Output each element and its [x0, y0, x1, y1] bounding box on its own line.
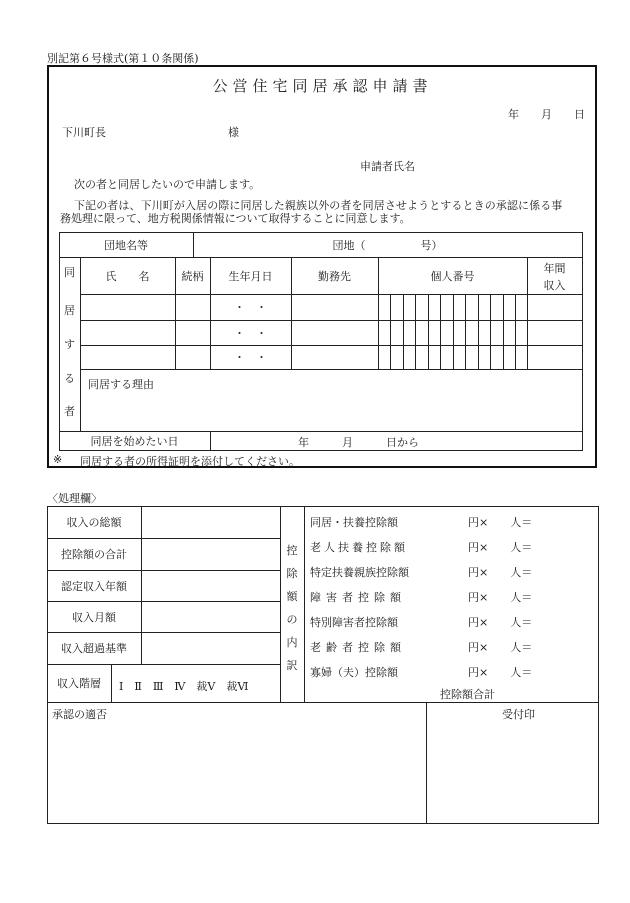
col-relation-header: 続柄: [181, 269, 204, 283]
deduction-label: 寡婦（夫）控除額: [310, 666, 398, 679]
consent-text-line1: 下記の者は、下川町が入居の際に同居した親族以外の者を同居させようとするときの承認に係る事: [74, 199, 563, 212]
deduction-calc: 円× 人＝: [468, 616, 533, 629]
total-income-label: 収入の総額: [66, 516, 122, 529]
dob-placeholder: ・ ・: [234, 326, 267, 340]
approval-label: 承認の適否: [52, 708, 107, 721]
form-reference: 別記第６号様式(第１０条関係): [47, 52, 199, 65]
deduction-total-label: 控除額の合計: [61, 548, 127, 561]
deduction-calc: 円× 人＝: [468, 541, 533, 554]
income-class-label: 収入階層: [57, 677, 101, 690]
breakdown-label-char: 訳: [286, 659, 298, 672]
breakdown-label-char: 内: [286, 636, 298, 649]
side-label-char: 同: [64, 266, 75, 279]
breakdown-label-char: 控: [286, 544, 298, 557]
deduction-calc: 円× 人＝: [468, 566, 533, 579]
start-date-label: 同居を始めたい日: [90, 434, 179, 448]
side-label-char: る: [64, 372, 75, 385]
col-mynumber-header: 個人番号: [430, 269, 475, 283]
monthly-income-label: 収入月額: [72, 610, 116, 624]
deduction-calc: 円× 人＝: [468, 641, 533, 654]
breakdown-label-char: 額: [286, 590, 298, 603]
annual-income-label: 認定収入年額: [61, 579, 127, 593]
col-dob-header: 生年月日: [228, 269, 273, 283]
breakdown-label-char: 除: [286, 567, 298, 580]
footnote-mark: ※: [53, 453, 63, 466]
dob-placeholder: ・ ・: [234, 351, 267, 364]
deduction-label: 老人扶養控除額: [310, 541, 408, 554]
request-text: 次の者と同居したいので申請します。: [74, 178, 261, 191]
consent-text-line2: 務処理に限って、地方税関係情報について取得することに同意します。: [60, 212, 411, 225]
form-title: 公営住宅同居承認申請書: [212, 77, 433, 95]
complex-name-label: 団地名等: [104, 238, 148, 252]
deduction-label: 特定扶養親族控除額: [310, 566, 409, 579]
col-name-header: 氏 名: [105, 269, 150, 283]
complex-value: 団地（ 号）: [332, 238, 443, 252]
deduction-calc: 円× 人＝: [468, 666, 533, 679]
deduction-label: 老齢者控除額: [310, 641, 406, 654]
date-line: 年 月 日: [508, 108, 585, 121]
breakdown-label-char: の: [286, 613, 298, 626]
col-income-header-line2: 収入: [543, 278, 566, 292]
deduction-sum-label: 控除額合計: [440, 688, 495, 701]
deduction-label: 同居・扶養控除額: [310, 516, 398, 529]
side-label-char: す: [64, 338, 75, 351]
honorific: 様: [228, 126, 239, 139]
footnote: 同居する者の所得証明を添付してください。: [80, 455, 300, 468]
start-date-value: 年 月 日から: [298, 436, 419, 449]
deduction-label: 特別障害者控除額: [310, 616, 398, 629]
addressee: 下川町長: [62, 126, 106, 139]
deduction-label: 障害者控除額: [310, 591, 406, 604]
side-label-char: 居: [64, 304, 75, 317]
income-class-values: Ⅰ Ⅱ Ⅲ Ⅳ 裁Ⅴ 裁Ⅵ: [119, 680, 249, 693]
col-workplace-header: 勤務先: [318, 269, 351, 283]
dob-placeholder: ・ ・: [234, 301, 267, 314]
side-label-char: 者: [64, 405, 75, 418]
col-income-header-line1: 年間: [543, 261, 566, 275]
deduction-calc: 円× 人＝: [468, 516, 533, 529]
applicant-name-label: 申請者氏名: [360, 160, 415, 173]
deduction-calc: 円× 人＝: [468, 591, 533, 604]
receipt-stamp-label: 受付印: [502, 708, 535, 721]
reason-label: 同居する理由: [88, 378, 154, 391]
income-excess-label: 収入超過基準: [61, 642, 127, 655]
processing-title: 〈処理欄〉: [47, 492, 102, 505]
